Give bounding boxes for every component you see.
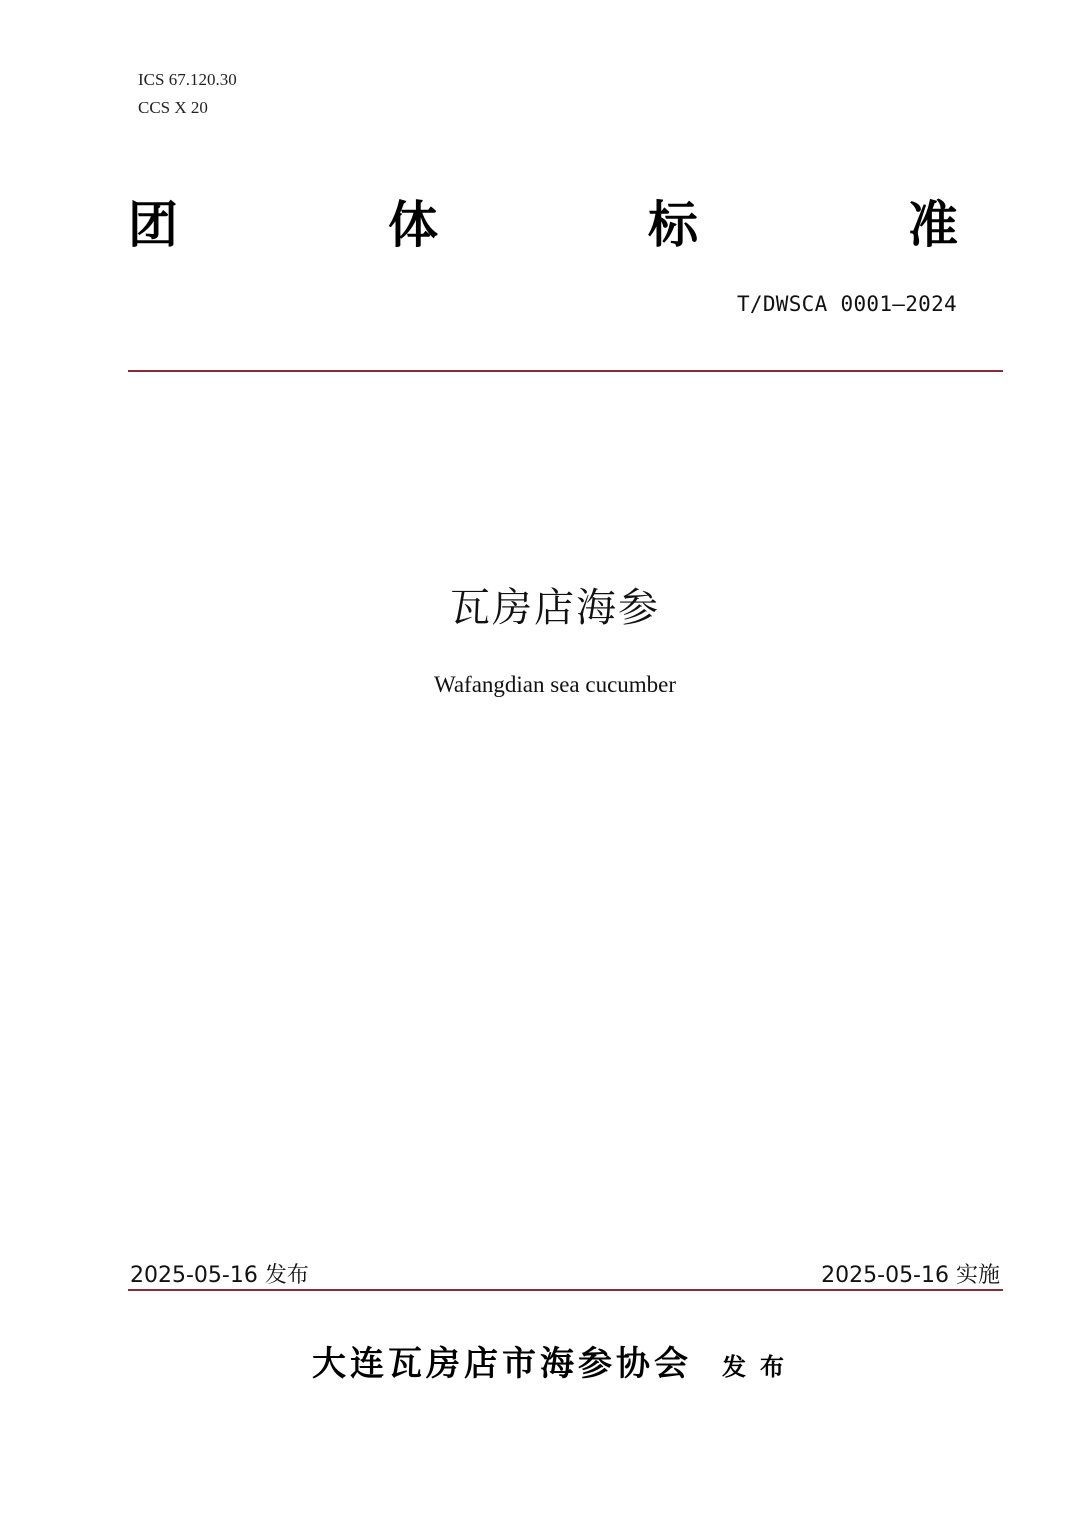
document-subtitle: Wafangdian sea cucumber	[433, 672, 677, 697]
ccs-code: CCS X 20	[138, 98, 208, 117]
effective-date: 2025-05-16 实施	[821, 1263, 1000, 1288]
standard-type-heading	[128, 190, 958, 260]
bottom-divider	[128, 1289, 1003, 1291]
publisher-name: 大连瓦房店市海参协会	[312, 1344, 692, 1384]
standard-type-char: 体	[388, 196, 438, 254]
standard-type-char: 团	[128, 196, 178, 254]
publisher-action: 发布	[722, 1353, 798, 1381]
standard-type-char: 标	[648, 196, 698, 254]
top-divider	[128, 370, 1003, 372]
standard-number: T/DWSCA 0001—2024	[736, 292, 957, 316]
ics-code: ICS 67.120.30	[138, 70, 237, 89]
document-title: 瓦房店海参	[450, 585, 660, 631]
publish-date: 2025-05-16 发布	[130, 1263, 309, 1288]
standard-type-char: 准	[908, 196, 958, 254]
publisher-line	[0, 1336, 1080, 1385]
